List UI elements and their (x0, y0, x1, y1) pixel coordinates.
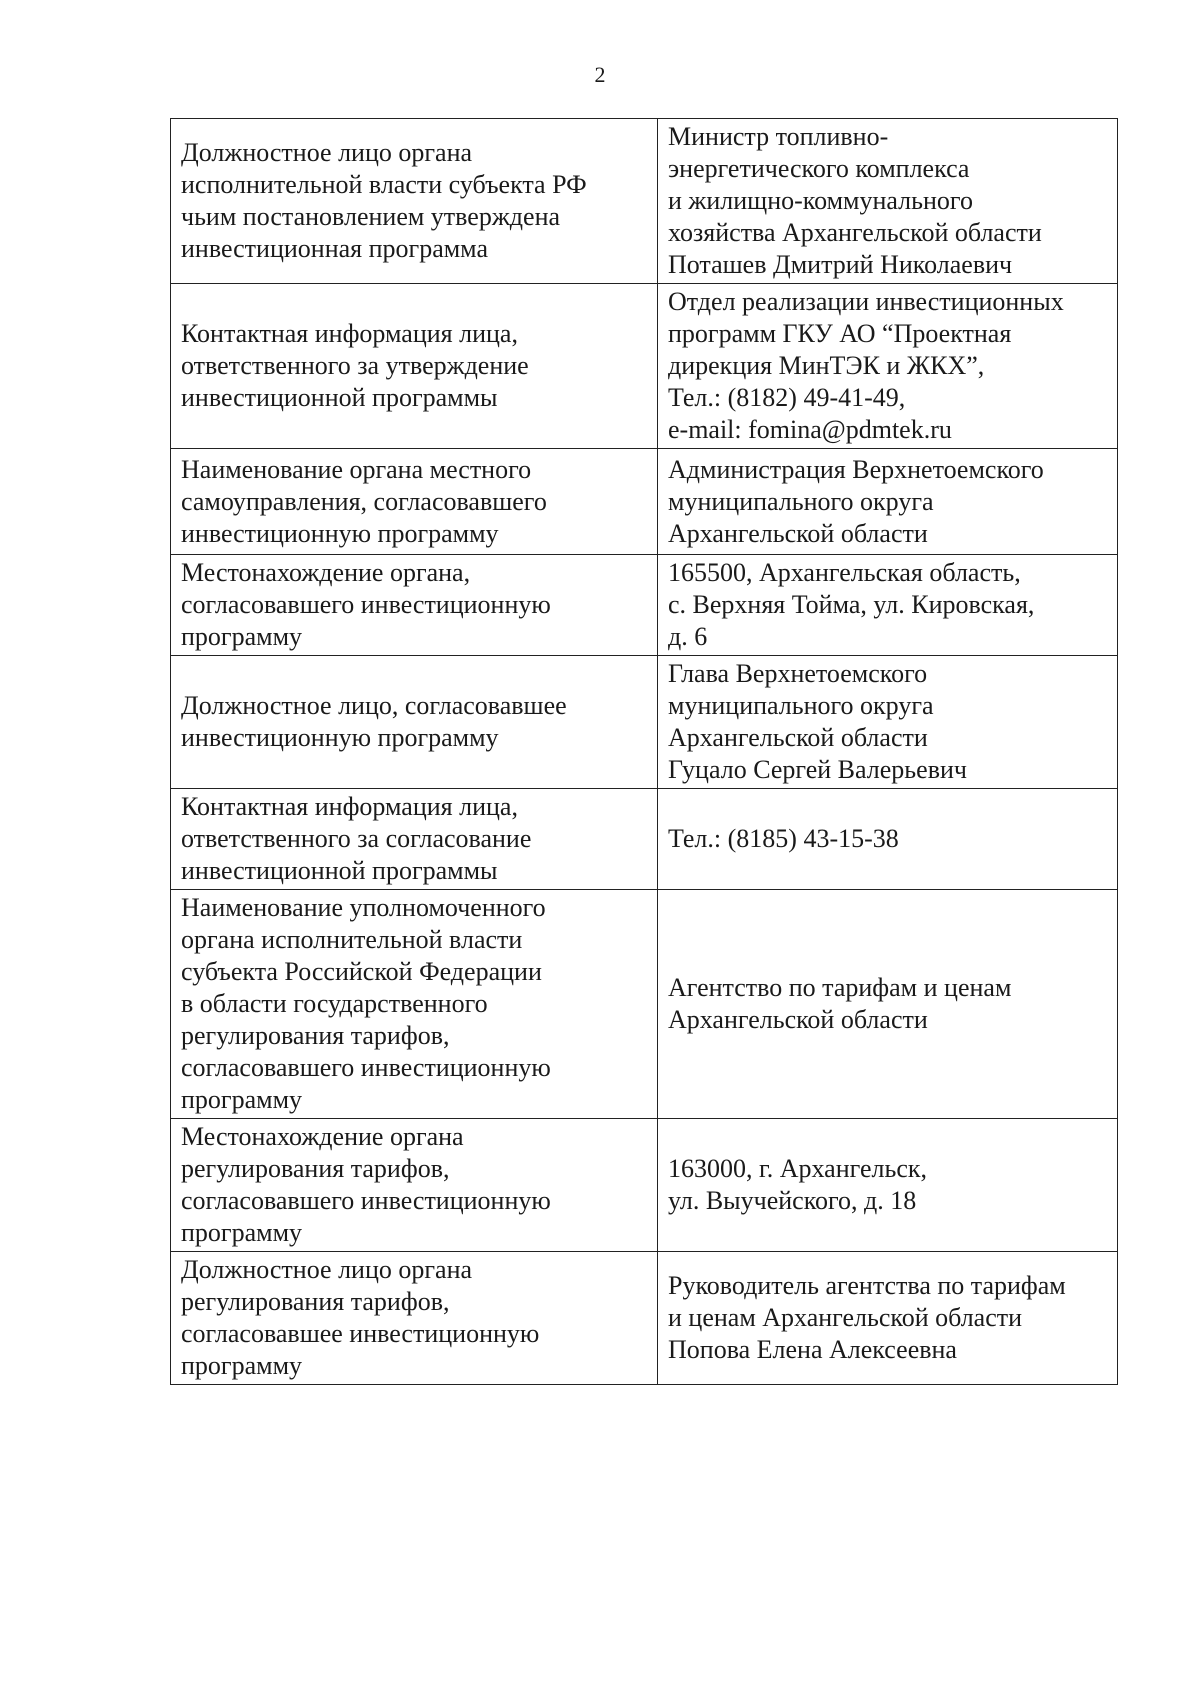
row-label-line: Должностное лицо, согласовавшее (181, 691, 567, 720)
row-label-line: чьим постановлением утверждена (181, 202, 561, 231)
table-row (171, 449, 1118, 555)
row-label-line: Контактная информация лица, (181, 792, 518, 821)
row-label-line: программу (181, 622, 303, 651)
table-row (171, 555, 1118, 656)
row-label-line: ответственного за утверждение (181, 351, 529, 380)
row-value-line: Руководитель агентства по тарифам (668, 1271, 1066, 1300)
row-label-line: в области государственного (181, 989, 488, 1018)
row-value-line: Поташев Дмитрий Николаевич (668, 250, 1013, 279)
row-label-cell (171, 555, 658, 656)
row-value-line: Глава Верхнетоемского (668, 659, 928, 688)
row-value-cell (658, 284, 1118, 449)
page-number: 2 (594, 62, 606, 87)
table-body (171, 119, 1118, 1385)
row-value-line: Архангельской области (668, 518, 928, 548)
row-label-line: Должностное лицо органа (181, 138, 473, 167)
row-value-line: Попова Елена Алексеевна (668, 1335, 957, 1364)
row-value-line: Тел.: (8182) 49-41-49, (668, 383, 906, 412)
table-row (171, 789, 1118, 890)
row-label-line: согласовавшего инвестиционную (181, 1053, 551, 1082)
row-value-cell (658, 1119, 1118, 1252)
table-row (171, 119, 1118, 284)
row-value-line: и жилищно-коммунального (668, 186, 973, 215)
row-label-cell (171, 789, 658, 890)
row-value-cell (658, 119, 1118, 284)
table-row (171, 1119, 1118, 1252)
row-label-line: органа исполнительной власти (181, 925, 523, 954)
row-value-line: хозяйства Архангельской области (668, 218, 1042, 247)
row-value-line: Администрация Верхнетоемского (668, 454, 1044, 484)
row-label-cell (171, 890, 658, 1119)
row-value-line: Агентство по тарифам и ценам (668, 973, 1012, 1002)
table-row (171, 1252, 1118, 1385)
row-value-line: 165500, Архангельская область, (668, 558, 1021, 587)
row-value-line: и ценам Архангельской области (668, 1303, 1023, 1332)
row-label-cell (171, 1119, 658, 1252)
row-value-cell (658, 789, 1118, 890)
row-value-line: ул. Выучейского, д. 18 (668, 1186, 917, 1215)
row-value-line: Министр топливно- (668, 122, 889, 151)
row-label-line: Местонахождение органа (181, 1122, 464, 1151)
row-value-line: муниципального округа (668, 691, 934, 720)
row-label-line: ответственного за согласование (181, 824, 532, 853)
row-value-line: д. 6 (668, 622, 708, 651)
table-row (171, 284, 1118, 449)
row-label-line: Наименование органа местного (181, 454, 532, 484)
row-value-line: с. Верхняя Тойма, ул. Кировская, (668, 590, 1035, 619)
row-label-cell (171, 449, 658, 555)
row-label-cell (171, 284, 658, 449)
row-label-line: самоуправления, согласовавшего (181, 486, 547, 516)
row-value-line: Архангельской области (668, 723, 928, 752)
row-value-cell (658, 1252, 1118, 1385)
row-label-line: инвестиционную программу (181, 723, 499, 752)
row-label-cell (171, 119, 658, 284)
row-value-line: программ ГКУ АО “Проектная (668, 319, 1012, 348)
row-label-line: программу (181, 1351, 303, 1380)
row-value-cell (658, 555, 1118, 656)
row-value-cell (658, 656, 1118, 789)
row-value-line: муниципального округа (668, 486, 934, 516)
row-label-line: инвестиционную программу (181, 518, 499, 548)
info-table (170, 118, 1118, 1385)
row-label-line: согласовавшее инвестиционную (181, 1319, 540, 1348)
row-label-line: регулирования тарифов, (181, 1021, 450, 1050)
row-label-line: Должностное лицо органа (181, 1255, 473, 1284)
row-label-cell (171, 1252, 658, 1385)
row-value-line: энергетического комплекса (668, 154, 970, 183)
row-label-line: исполнительной власти субъекта РФ (181, 170, 587, 199)
row-value-line: e-mail: fomina@pdmtek.ru (668, 415, 952, 444)
row-label-line: программу (181, 1085, 303, 1114)
row-label-line: регулирования тарифов, (181, 1287, 450, 1316)
row-value-line: 163000, г. Архангельск, (668, 1154, 927, 1183)
table-row (171, 656, 1118, 789)
row-label-line: программу (181, 1218, 303, 1247)
row-label-line: согласовавшего инвестиционную (181, 1186, 551, 1215)
row-value-cell (658, 890, 1118, 1119)
row-value-line: Гуцало Сергей Валерьевич (668, 755, 967, 784)
row-label-line: Местонахождение органа, (181, 558, 471, 587)
row-label-line: регулирования тарифов, (181, 1154, 450, 1183)
table-row (171, 890, 1118, 1119)
row-value-line: Тел.: (8185) 43-15-38 (668, 824, 899, 853)
row-value-line: Архангельской области (668, 1005, 928, 1034)
row-value-cell (658, 449, 1118, 555)
row-label-cell (171, 656, 658, 789)
row-label-line: согласовавшего инвестиционную (181, 590, 551, 619)
row-value-line: дирекция МинТЭК и ЖКХ”, (668, 351, 985, 380)
row-label-line: субъекта Российской Федерации (181, 957, 542, 986)
row-label-line: Контактная информация лица, (181, 319, 518, 348)
row-value-line: Отдел реализации инвестиционных (668, 287, 1064, 316)
row-label-line: инвестиционная программа (181, 234, 488, 263)
row-label-line: Наименование уполномоченного (181, 893, 546, 922)
row-label-line: инвестиционной программы (181, 856, 498, 885)
row-label-line: инвестиционной программы (181, 383, 498, 412)
